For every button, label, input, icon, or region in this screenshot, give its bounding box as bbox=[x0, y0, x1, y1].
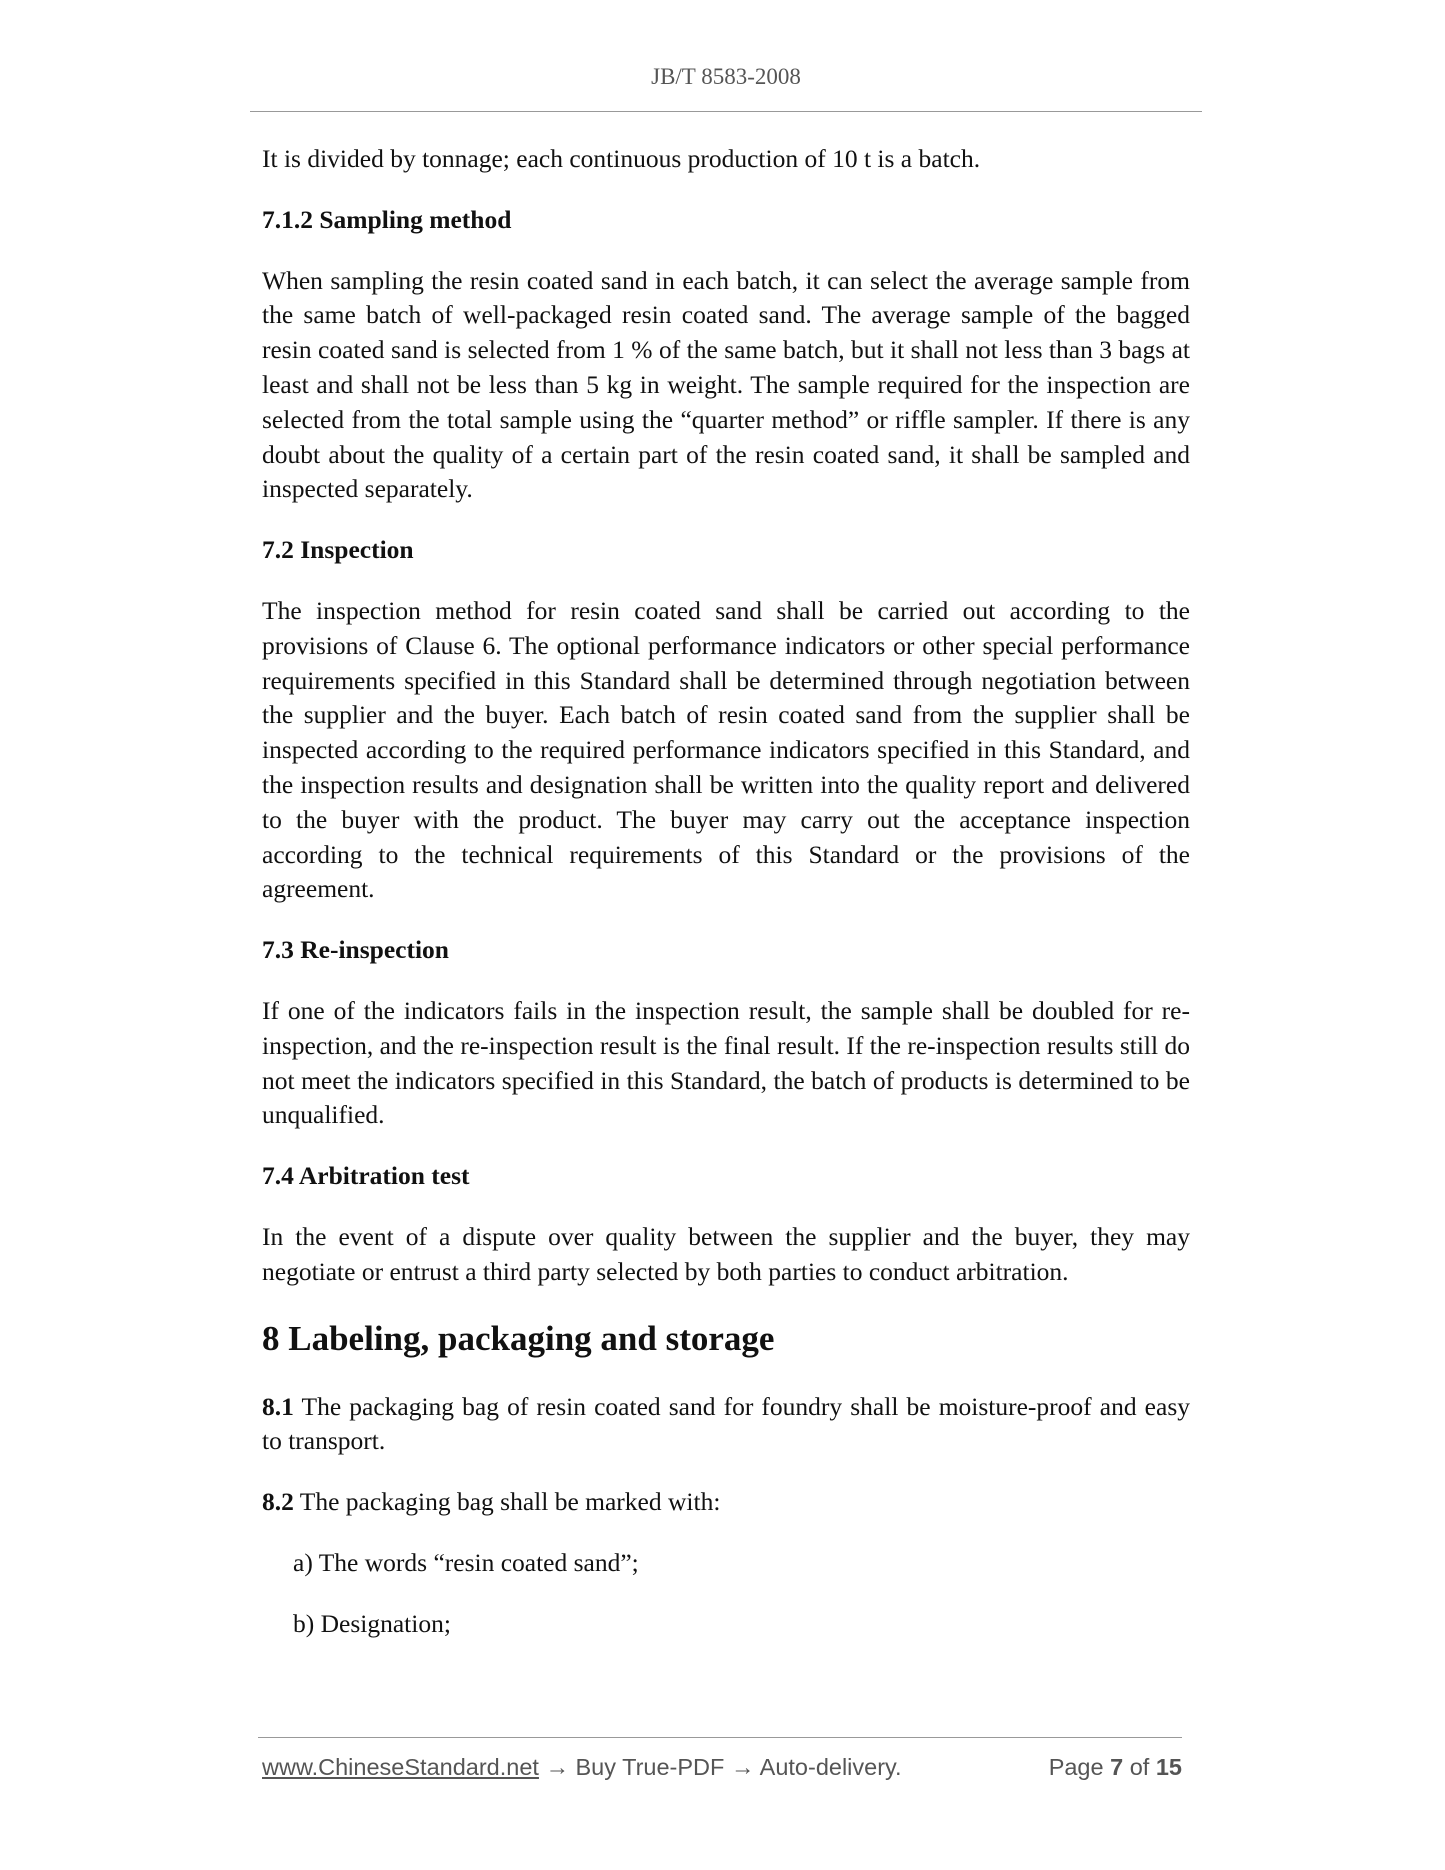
section-7-2-paragraph: The inspection method for resin coated sand shall be carried out according to the provisions of Clause 6. The optional performance indicators or other special performance requirements specified in this Standard shall be determined through negotiation between the supplier and the buyer. Each batch of resin coated sand from the supplier shall be inspected according to the required performance indicators specified in this Standard, and the inspection results and designation shall be written into the quality report and delivered to the buyer with the product. The buyer may carry out the acceptance inspection according to the technical requirements of this Standard or the provisions of the agreement. bbox=[262, 595, 1190, 904]
page-header: JB/T 8583-2008 bbox=[651, 64, 801, 89]
page-indicator bbox=[1049, 1754, 1182, 1781]
section-7-3-heading: 7.3 Re-inspection bbox=[262, 935, 449, 965]
page-content bbox=[262, 142, 1190, 1668]
section-8-heading: 8 Labeling, packaging and storage bbox=[262, 1318, 775, 1358]
footer-promo bbox=[262, 1754, 902, 1781]
footer-divider bbox=[258, 1737, 1182, 1738]
section-8-2-number: 8.2 bbox=[262, 1487, 294, 1517]
section-7-4-heading: 7.4 Arbitration test bbox=[262, 1161, 470, 1191]
header-divider bbox=[250, 111, 1202, 112]
section-8-1-text: The packaging bag of resin coated sand for foundry shall be moisture-proof and easy to transport. bbox=[262, 1391, 1190, 1456]
of-label: of bbox=[1123, 1754, 1156, 1780]
intro-paragraph: It is divided by tonnage; each continuous production of 10 t is a batch. bbox=[262, 144, 981, 173]
section-8-2-text: The packaging bag shall be marked with: bbox=[293, 1487, 721, 1517]
page-label: Page bbox=[1048, 1754, 1111, 1780]
list-item: a) The words “resin coated sand”; bbox=[293, 1547, 639, 1577]
list-item: b) Designation; bbox=[293, 1608, 451, 1638]
website-link[interactable]: www.ChineseStandard.net bbox=[262, 1754, 539, 1780]
footer-promo-text: → Buy True-PDF → Auto-delivery. bbox=[538, 1754, 902, 1780]
section-8-1-number: 8.1 bbox=[262, 1391, 294, 1421]
section-7-4-paragraph: In the event of a dispute over quality between the supplier and the buyer, they may negotiate or entrust a third party selected by both parties to conduct arbitration. bbox=[262, 1221, 1190, 1286]
section-7-1-2-paragraph: When sampling the resin coated sand in each batch, it can select the average sample from the same batch of well-packaged resin coated sand. The average sample of the bagged resin coated sand is selected from 1 % of the same batch, but it shall not less than 3 bags at least and shall not be less than 5 kg in weight. The sample required for the inspection are selected from the total sample using the “quarter method” or riffle sampler. If there is any doubt about the quality of a certain part of the resin coated sand, it shall be sampled and inspected separately. bbox=[262, 265, 1190, 504]
section-7-1-2-heading: 7.1.2 Sampling method bbox=[262, 204, 512, 234]
section-8-1-paragraph bbox=[262, 1390, 1190, 1460]
section-7-3-paragraph: If one of the indicators fails in the inspection result, the sample shall be doubled for re-inspection, and the re-inspection result is the final result. If the re-inspection results still do not meet the indicators specified in this Standard, the batch of products is determined to be unqualified. bbox=[262, 995, 1190, 1130]
current-page-number: 7 bbox=[1110, 1754, 1124, 1780]
section-7-2-heading: 7.2 Inspection bbox=[262, 535, 414, 565]
section-8-2-paragraph bbox=[262, 1485, 1190, 1520]
total-pages-number: 15 bbox=[1155, 1754, 1182, 1780]
